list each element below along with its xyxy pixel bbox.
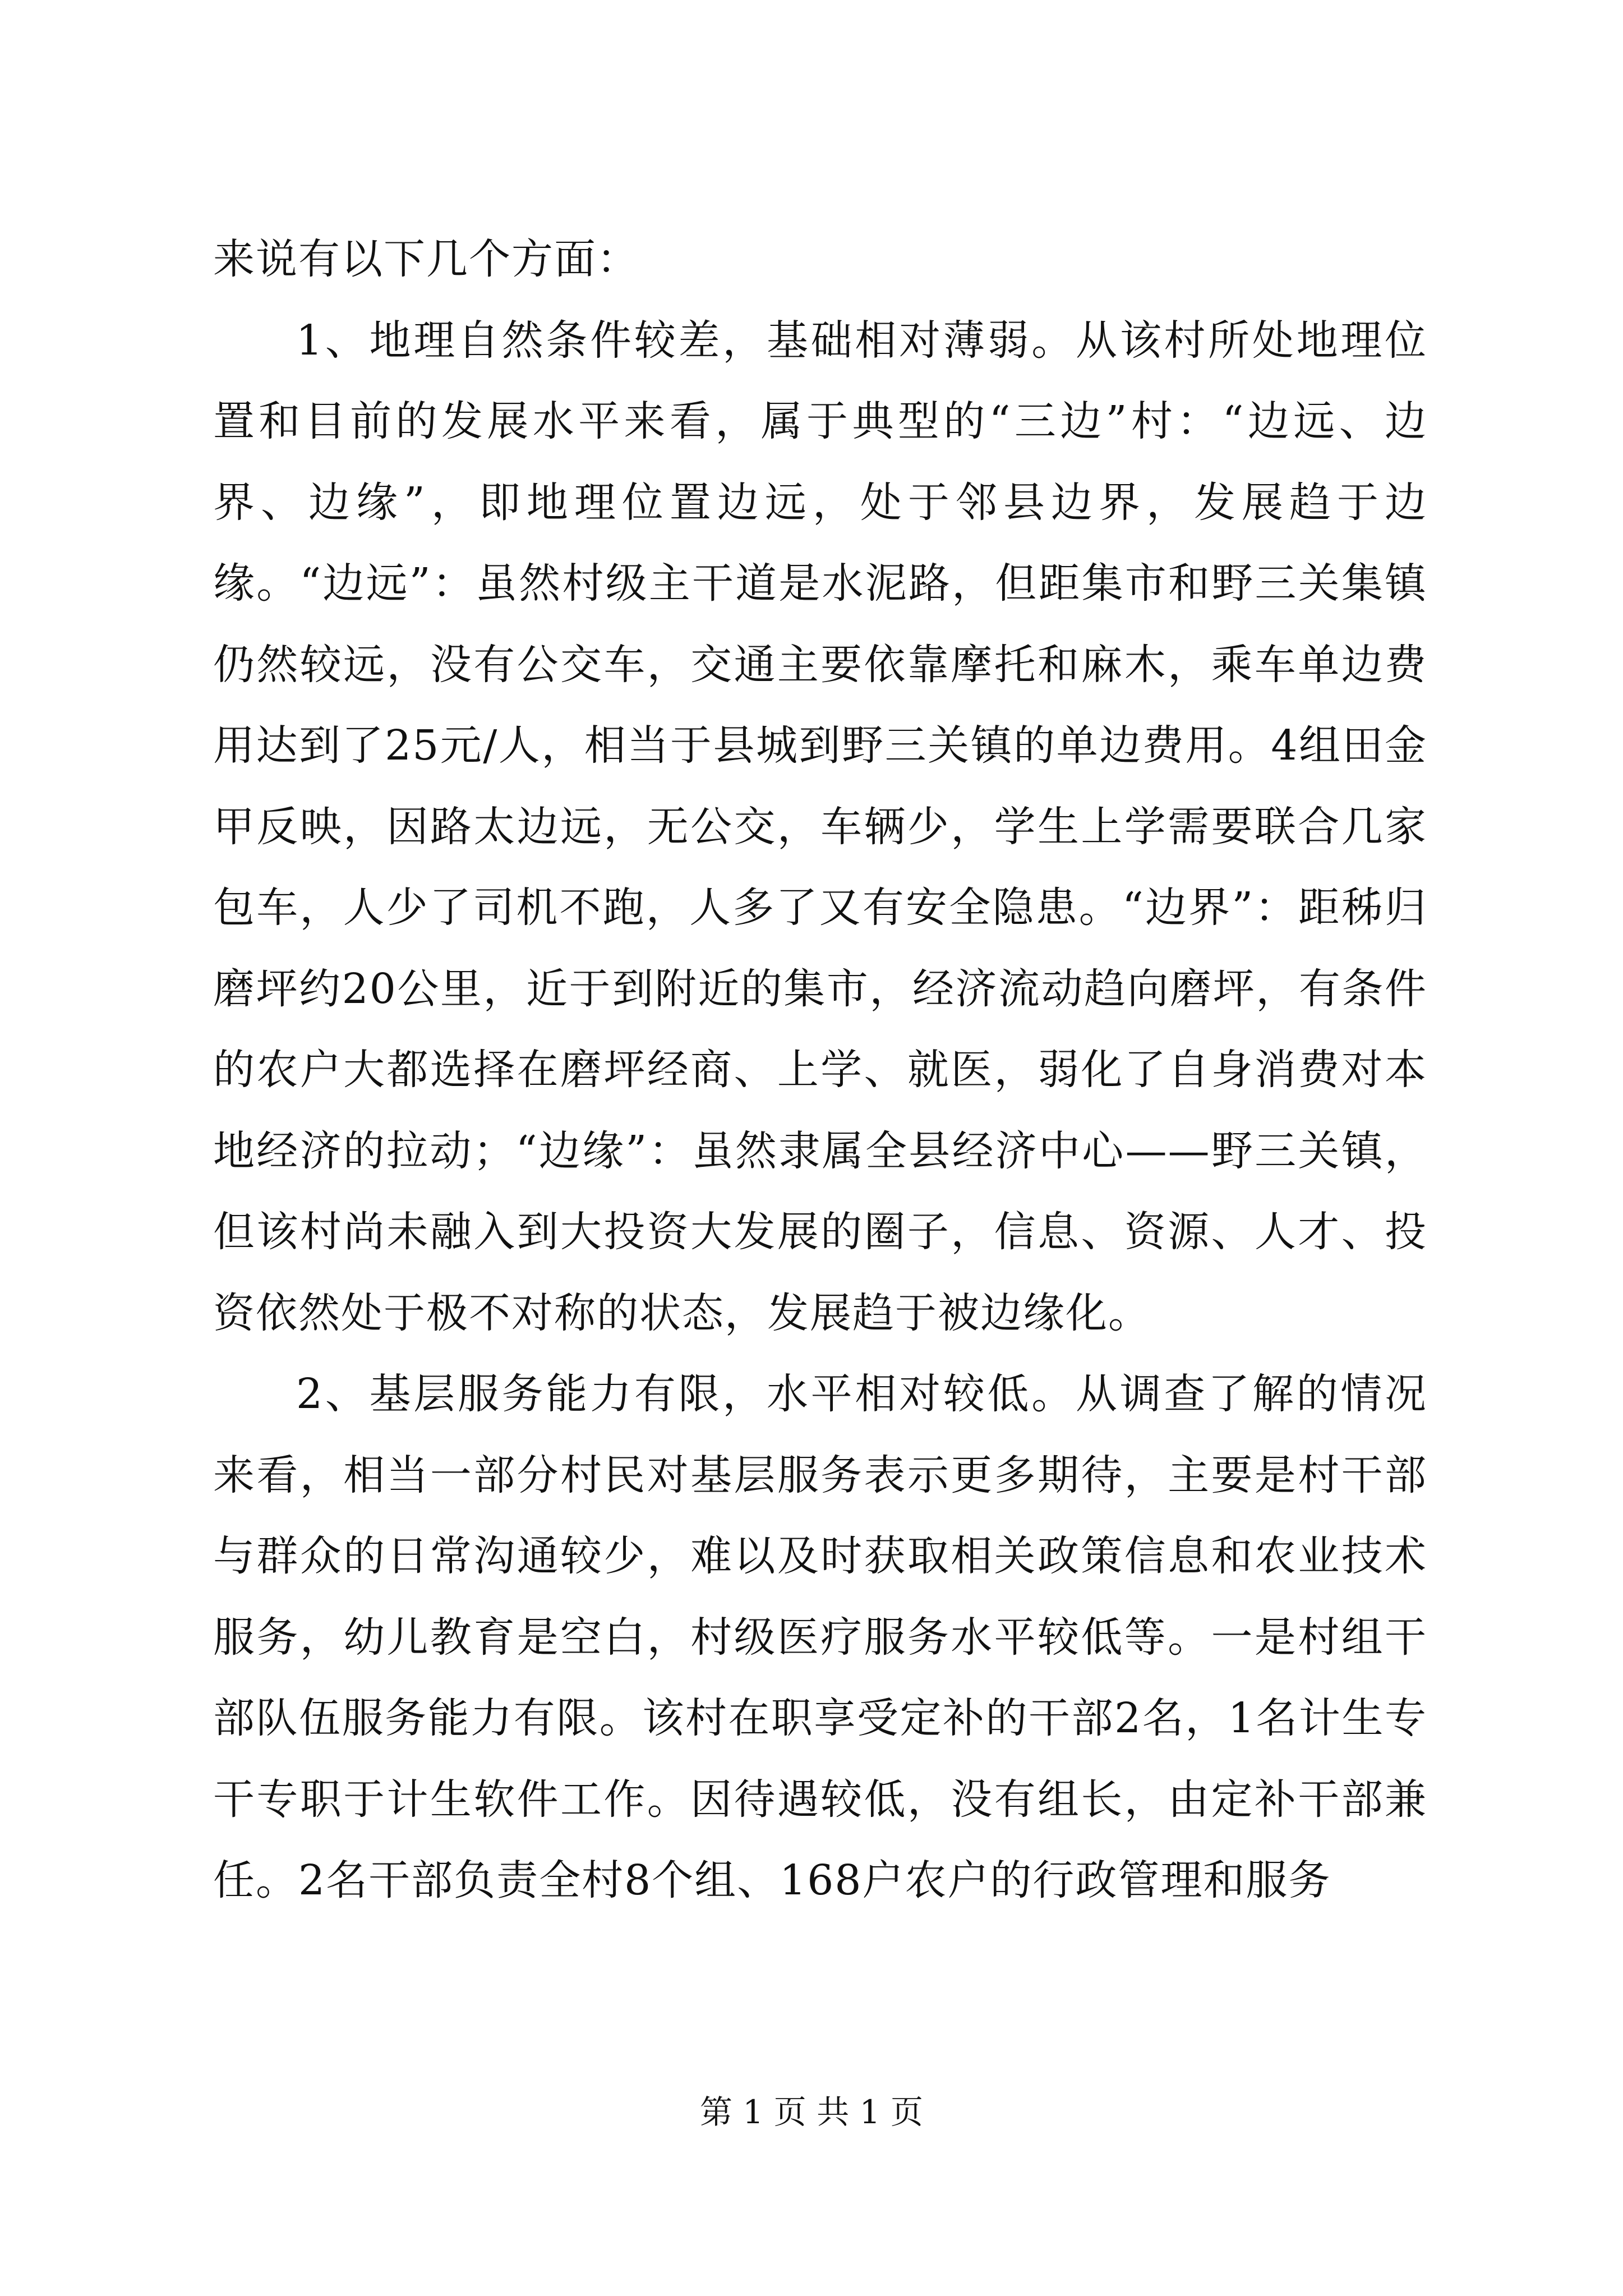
- page-footer: 第 1 页 共 1 页: [700, 2093, 923, 2131]
- paragraph-services: 2、基层服务能力有限，水平相对较低。从调查了解的情况来看，相当一部分村民对基层服务表示更多期待，主要是村干部与群众的日常沟通较少，难以及时获取相关政策信息和农业技术服务，幼儿教育是空白，村级医疗服务水平较低等。一是村组干部队伍服务能力有限。该村在职享受定补的干部2名，1名计生专干专职于计生软件工作。因待遇较低，没有组长，由定补干部兼任。2名干部负责全村8个组、168户农户的行政管理和服务: [213, 1370, 1427, 1904]
- paragraph-continuation: 来说有以下几个方面：: [213, 235, 639, 283]
- body-text: [213, 219, 1427, 1921]
- paragraph-geography: 1、地理自然条件较差，基础相对薄弱。从该村所处地理位置和目前的发展水平来看，属于典型的“三边”村：“边远、边界、边缘”，即地理位置边远，处于邻县边界，发展趋于边缘。“边远”：虽然村级主干道是水泥路，但距集市和野三关集镇仍然较远，没有公交车，交通主要依靠摩托和麻木，乘车单边费用达到了25元/人，相当于县城到野三关镇的单边费用。4组田金甲反映，因路太边远，无公交，车辆少，学生上学需要联合几家包车，人少了司机不跑，人多了又有安全隐患。“边界”：距秭归磨坪约20公里，近于到附近的集市，经济流动趋向磨坪，有条件的农户大都选择在磨坪经商、上学、就医，弱化了自身消费对本地经济的拉动；“边缘”：虽然隶属全县经济中心——野三关镇，但该村尚未融入到大投资大发展的圈子，信息、资源、人才、投资依然处于极不对称的状态，发展趋于被边缘化。: [213, 316, 1427, 1337]
